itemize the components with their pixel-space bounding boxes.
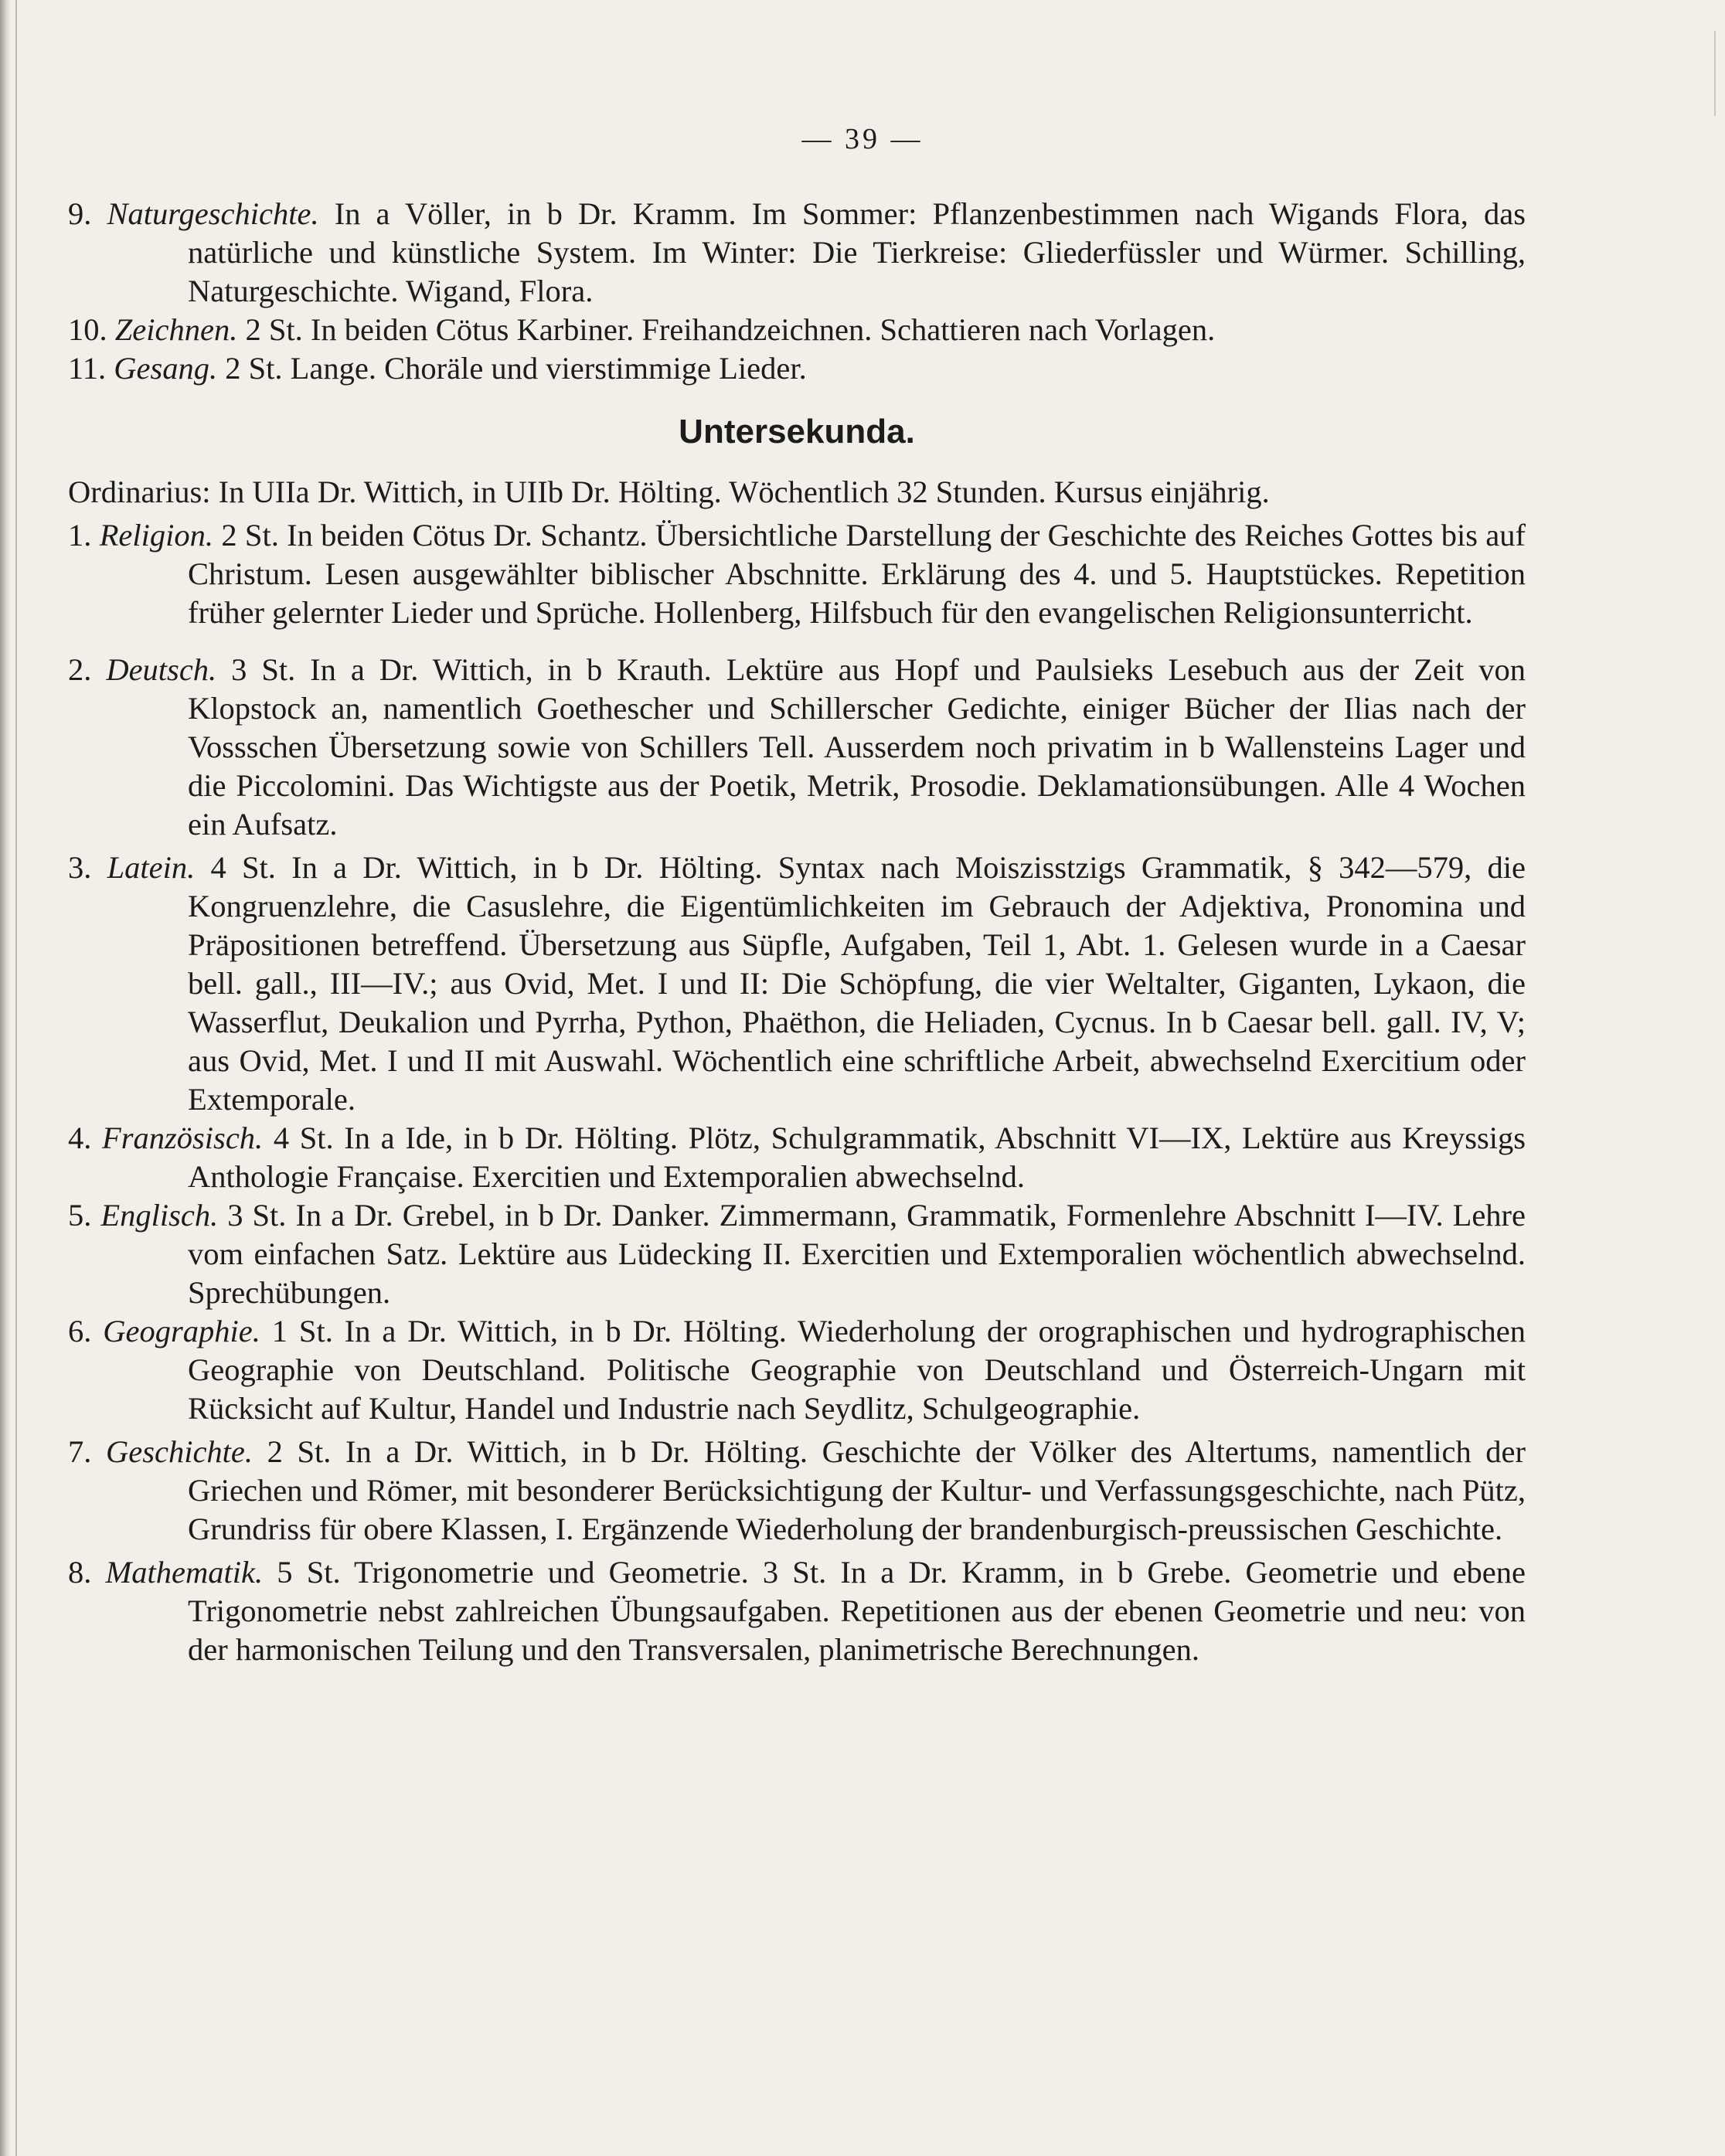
page-edge-line: [15, 0, 17, 2156]
entry-subject: Zeichnen.: [114, 312, 238, 347]
entry-text: 1 St. In a Dr. Wittich, in b Dr. Hölting. Wiederholung der orographischen und hydrographischen Geographie von Deutschland. Politische Geographie von Deutschland und Österreich-Ungarn mit Rücksicht auf Kultur, Handel und Industrie nach Seydlitz, Schulgeographie.: [188, 1314, 1526, 1426]
entry-text: 2 St. In beiden Cötus Karbiner. Freihandzeichnen. Schattieren nach Vorlagen.: [245, 312, 1216, 347]
entry-subject: Geschichte.: [105, 1434, 253, 1469]
entry-subject: Naturgeschichte.: [107, 196, 319, 231]
entry-number: 3.: [68, 850, 92, 885]
entry-number: 9.: [68, 196, 92, 231]
entry-text: 3 St. In a Dr. Grebel, in b Dr. Danker. Zimmermann, Grammatik, Formenlehre Abschnitt I—IV. Lehre vom einfachen Satz. Lektüre aus Lüdecking II. Exercitien und Extemporalien wöchentlich abwechselnd. Sprechübungen.: [188, 1198, 1526, 1310]
entry-number: 2.: [68, 652, 92, 687]
entry-text: In a Völler, in b Dr. Kramm. Im Sommer: Pflanzenbestimmen nach Wigands Flora, das natürliche und künstliche System. Im Winter: Die Tierkreise: Gliederfüssler und Würmer. Schilling, Naturgeschichte. Wigand, Flora.: [188, 196, 1526, 308]
page-body: [68, 195, 1526, 1669]
entry-number: 7.: [68, 1434, 92, 1469]
entry-franzoesisch: [68, 1119, 1526, 1196]
entry-number: 1.: [68, 518, 92, 553]
entry-subject: Religion.: [99, 518, 214, 553]
entry-geographie: [68, 1312, 1526, 1428]
entry-text: 3 St. In a Dr. Wittich, in b Krauth. Lektüre aus Hopf und Paulsieks Lesebuch aus der Zeit von Klopstock an, namentlich Goethescher und Schillerscher Gedichte, einiger Bücher der Ilias nach der Vossschen Übersetzung sowie von Schillers Tell. Ausserdem noch privatim in b Wallensteins Lager und die Piccolomini. Das Wichtigste aus der Poetik, Metrik, Prosodie. Deklamationsübungen. Alle 4 Wochen ein Aufsatz.: [188, 652, 1526, 842]
entry-text: 2 St. In a Dr. Wittich, in b Dr. Hölting. Geschichte der Völker des Altertums, namentlich der Griechen und Römer, mit besonderer Berücksichtigung der Kultur- und Verfassungsgeschichte, nach Pütz, Grundriss für obere Klassen, I. Ergänzende Wiederholung der brandenburgisch-preussischen Geschichte.: [188, 1434, 1526, 1546]
entry-subject: Deutsch.: [106, 652, 217, 687]
entry-gesang: [68, 349, 1526, 388]
entry-number: 11.: [68, 351, 107, 386]
page-number: — 39 —: [801, 123, 924, 155]
entry-subject: Französisch.: [102, 1121, 264, 1155]
entry-mathematik: [68, 1553, 1526, 1669]
entry-subject: Mathematik.: [105, 1555, 264, 1590]
scan-edge-mark: [1714, 31, 1716, 116]
entry-subject: Latein.: [107, 850, 196, 885]
entry-subject: Gesang.: [114, 351, 218, 386]
entry-text: 5 St. Trigonometrie und Geometrie. 3 St. In a Dr. Kramm, in b Grebe. Geometrie und ebene Trigonometrie nebst zahlreichen Übungsaufgaben. Repetitionen aus der ebenen Geometrie und neu: von der harmonischen Teilung und den Transversalen, planimetrische Berechnungen.: [188, 1555, 1526, 1667]
top-entries: [68, 195, 1526, 388]
page-binding-shadow: [0, 0, 11, 2156]
entry-zeichnen: [68, 311, 1526, 349]
entry-geschichte: [68, 1433, 1526, 1549]
entry-text: 2 St. In beiden Cötus Dr. Schantz. Übersichtliche Darstellung der Geschichte des Reiches Gottes bis auf Christum. Lesen ausgewählter biblischer Abschnitte. Erklärung des 4. und 5. Hauptstückes. Repetition früher gelernter Lieder und Sprüche. Hollenberg, Hilfsbuch für den evangelischen Religionsunterricht.: [188, 518, 1526, 630]
entry-text: 4 St. In a Ide, in b Dr. Hölting. Plötz, Schulgrammatik, Abschnitt VI—IX, Lektüre aus Kreyssigs Anthologie Française. Exercitien und Extemporalien abwechselnd.: [188, 1121, 1526, 1194]
entry-text: 4 St. In a Dr. Wittich, in b Dr. Hölting. Syntax nach Moiszisstzigs Grammatik, § 342—579, die Kongruenzlehre, die Casuslehre, die Eigentümlichkeiten im Gebrauch der Adjektiva, Pronomina und Präpositionen betreffend. Übersetzung aus Süpfle, Aufgaben, Teil 1, Abt. 1. Gelesen wurde in a Caesar bell. gall., III—IV.; aus Ovid, Met. I und II: Die Schöpfung, die vier Weltalter, Giganten, Lykaon, die Wasserflut, Deukalion und Pyrrha, Python, Phaëthon, die Heliaden, Cycnus. In b Caesar bell. gall. IV, V; aus Ovid, Met. I und II mit Auswahl. Wöchentlich eine schriftliche Arbeit, abwechselnd Exercitium oder Extemporale.: [188, 850, 1526, 1117]
entry-deutsch: [68, 651, 1526, 844]
entry-number: 5.: [68, 1198, 92, 1233]
entry-subject: Englisch.: [100, 1198, 219, 1233]
section-title: Untersekunda.: [679, 413, 915, 451]
entry-latein: [68, 848, 1526, 1119]
entry-englisch: [68, 1196, 1526, 1312]
entry-number: 10.: [68, 312, 107, 347]
entry-number: 8.: [68, 1555, 92, 1590]
entry-naturgeschichte: [68, 195, 1526, 311]
ordinarius-line: Ordinarius: In UIIa Dr. Wittich, in UIIb Dr. Hölting. Wöchentlich 32 Stunden. Kursus einjährig.: [68, 474, 1270, 509]
entry-religion: [68, 516, 1526, 632]
entry-number: 6.: [68, 1314, 92, 1348]
entry-subject: Geographie.: [103, 1314, 260, 1348]
entry-number: 4.: [68, 1121, 92, 1155]
subject-list: [68, 516, 1526, 1669]
entry-text: 2 St. Lange. Choräle und vierstimmige Lieder.: [225, 351, 807, 386]
